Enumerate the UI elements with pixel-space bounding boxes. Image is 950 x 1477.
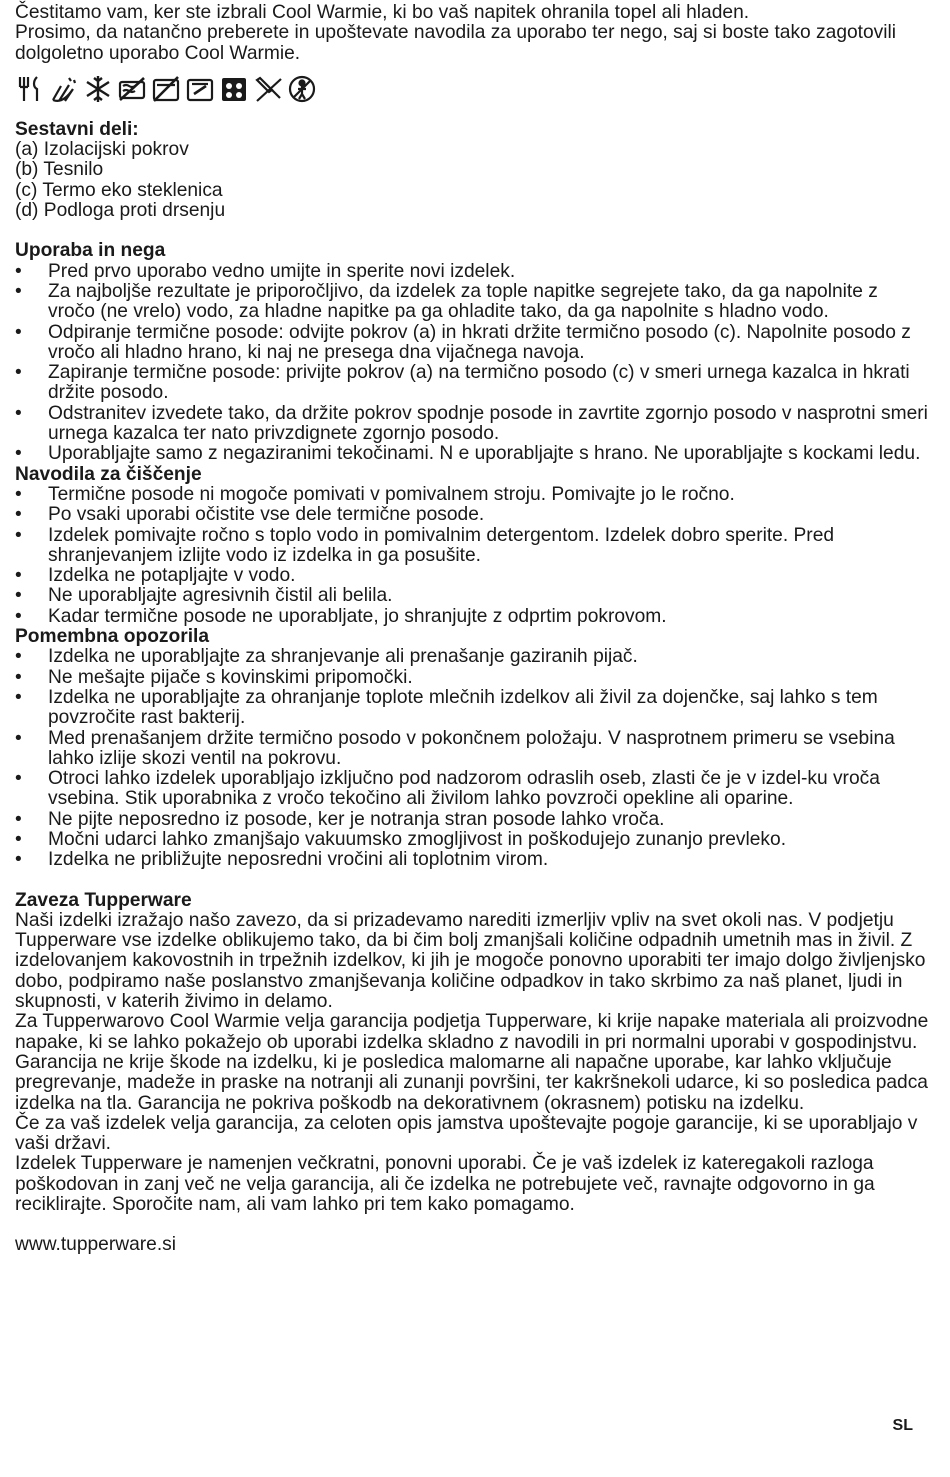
no-stove-icon xyxy=(185,74,215,104)
list-item: • Izdelka ne uporabljajte za ohranjanje toplote mlečnih izdelkov ali živil za dojenčke, saj lahko s tem povzročite rast bakterij. xyxy=(15,688,930,729)
warnings-heading: Pomembna opozorila xyxy=(15,626,210,648)
snowflake-icon xyxy=(83,74,113,104)
warnings-list xyxy=(15,647,930,870)
list-item: • Močni udarci lahko zmanjšajo vakuumsko zmogljivost in poškodujejo zunanjo prevleko. xyxy=(15,830,930,850)
list-item: • Termične posode ni mogoče pomivati v pomivalnem stroju. Pomivajte jo le ročno. xyxy=(15,485,930,505)
list-item: • Kadar termične posode ne uporabljate, jo shranjujte z odprtim pokrovom. xyxy=(15,607,930,627)
parts-item: (d) Podloga proti drsenju xyxy=(15,200,226,222)
cleaning-list xyxy=(15,485,930,627)
use-list xyxy=(15,262,930,465)
list-item: • Zapiranje termične posode: privijte pokrov (a) na termično posodo (c) v smeri urnega kazalca in hkrati držite posodo. xyxy=(15,363,930,404)
list-item: • Po vsaki uporabi očistite vse dele termične posode. xyxy=(15,505,930,525)
commitment-section xyxy=(15,891,930,1216)
fork-knife-icon xyxy=(15,74,45,104)
list-item: • Izdelka ne približujte neposredni vročini ali toplotnim virom. xyxy=(15,850,930,870)
website-link[interactable]: www.tupperware.si xyxy=(15,1234,177,1256)
parts-item: (b) Tesnilo xyxy=(15,159,104,181)
no-oven-icon xyxy=(151,74,181,104)
list-item: • Ne pijte neposredno iz posode, ker je notranja stran posode lahko vroča. xyxy=(15,810,930,830)
list-item: • Pred prvo uporabo vedno umijte in sperite novi izdelek. xyxy=(15,262,930,282)
warnings-section xyxy=(15,627,930,871)
dishwasher-icon xyxy=(219,74,249,104)
list-item: • Ne uporabljajte agresivnih čistil ali belila. xyxy=(15,586,930,606)
parts-item: (c) Termo eko steklenica xyxy=(15,179,223,201)
list-item: • Ne mešajte pijače s kovinskimi pripomočki. xyxy=(15,668,930,688)
language-code: SL xyxy=(892,1417,913,1434)
commitment-paragraph: Za Tupperwarovo Cool Warmie velja garancija podjetja Tupperware, ki krije napake materiala ali proizvodne napake, ki se lahko pokažejo ob uporabi izdelka skladno z navodili in pri normalni uporabi v gospodinjstvu. xyxy=(15,1011,929,1053)
list-item: • Izdelka ne potapljajte v vodo. xyxy=(15,566,930,586)
parts-item: (a) Izolacijski pokrov xyxy=(15,139,189,161)
parts-section xyxy=(15,120,930,221)
list-item: • Izdelka ne uporabljajte za shranjevanje ali prenašanje gaziranih pijač. xyxy=(15,647,930,667)
use-section xyxy=(15,241,930,464)
care-icons xyxy=(15,70,930,108)
list-item: • Izdelek pomivajte ročno s toplo vodo in pomivalnim detergentom. Izdelek dobro sperite. Pred shranjevanjem izlijte vodo iz izdelka in ga posušite. xyxy=(15,526,930,567)
list-item: • Uporabljajte samo z negaziranimi tekočinami. N e uporabljajte s hrano. Ne uporabljajte s kockami ledu. xyxy=(15,444,930,464)
intro-line-2: Prosimo, da natančno preberete in upoštevate navodila za uporabo ter nego, saj si boste tako zagotovili dolgoletno uporabo Cool Warmie. xyxy=(15,22,897,64)
list-item: • Odpiranje termične posode: odvijte pokrov (a) in hkrati držite termično posodo (c). Napolnite posodo z vročo ali hladno hrano, ki naj ne presega dna vijačnega navoja. xyxy=(15,323,930,364)
commitment-paragraph: Izdelek Tupperware je namenjen večkratni, ponovni uporabi. Če je vaš izdelek iz kateregakoli razloga poškodovan in zanj več ne velja garancija, ali če izdelka ne potrebujete več, ravnajte odgovorno in ga reciklirajte. Sporočite nam, ali vam lahko pri tem kako pomagamo. xyxy=(15,1153,875,1216)
commitment-paragraph: Če za vaš izdelek velja garancija, za celoten opis jamstva upoštevajte pogoje garancije, ki se uporabljajo v vaši državi. xyxy=(15,1112,918,1155)
cleaning-section xyxy=(15,465,930,627)
cleaning-heading: Navodila za čiščenje xyxy=(15,463,202,485)
use-heading: Uporaba in nega xyxy=(15,240,166,262)
intro-line-1: Čestitamo vam, ker ste izbrali Cool Warmie, ki bo vaš napitek ohranila topel ali hladen. xyxy=(15,2,750,23)
list-item: • Otroci lahko izdelek uporabljajo izključno pod nadzorom odraslih oseb, zlasti če je v izdel-ku vroča vsebina. Stik uporabnika z vročo tekočino ali živilom lahko povzroči opekline ali oparine. xyxy=(15,769,930,810)
hand-wash-icon xyxy=(49,74,79,104)
list-item: • Za najboljše rezultate je priporočljivo, da izdelek za tople napitke segrejete tako, da ga napolnite z vročo (ne vrelo) vodo, za hladne napitke pa ga ohladite tako, da ga napolnite s hladno vodo. xyxy=(15,282,930,323)
no-children-icon xyxy=(287,74,317,104)
commitment-paragraph: Garancija ne krije škode na izdelku, ki je posledica malomarne ali napačne uporabe, kar lahko vključuje pregrevanje, madeže in praske na notranji ali zunanji površini, ter kakršnekoli udarce, ki so posledica padca izdelka na tla. Garancija ne pokriva poškodb na dekorativnem (okrasnem) potisku na izdelku. xyxy=(15,1051,928,1114)
commitment-heading: Zaveza Tupperware xyxy=(15,889,192,911)
list-item: • Odstranitev izvedete tako, da držite pokrov spodnje posode in zavrtite zgornjo posodo v nasprotni smeri urnega kazalca ter nato privzdignete zgornjo posodo. xyxy=(15,404,930,445)
document-page xyxy=(15,3,930,1256)
commitment-paragraph: Naši izdelki izražajo našo zavezo, da si prizadevamo narediti izmerljiv vpliv na svet okoli nas. V podjetju Tupperware vse izdelke oblikujemo tako, da bi čim bolj zmanjšali količine odpadnih umetnih mas in živil. Z izdelovanjem kakovostnih in trpežnih izdelkov, ki jih je mogoče ponovno uporabiti ter imajo dolgo življenjsko dobo, podpiramo naše poslanstvo zmanjševanja količine odpadkov in tako skrbimo za naš planet, ljudi in skupnosti, v katerih živimo in delamo. xyxy=(15,909,926,1013)
no-microwave-icon xyxy=(117,74,147,104)
parts-heading: Sestavni deli: xyxy=(15,118,139,140)
list-item: • Med prenašanjem držite termično posodo v pokončnem položaju. V nasprotnem primeru se vsebina lahko izlije skozi ventil na pokrovu. xyxy=(15,729,930,770)
no-knife-icon xyxy=(253,74,283,104)
